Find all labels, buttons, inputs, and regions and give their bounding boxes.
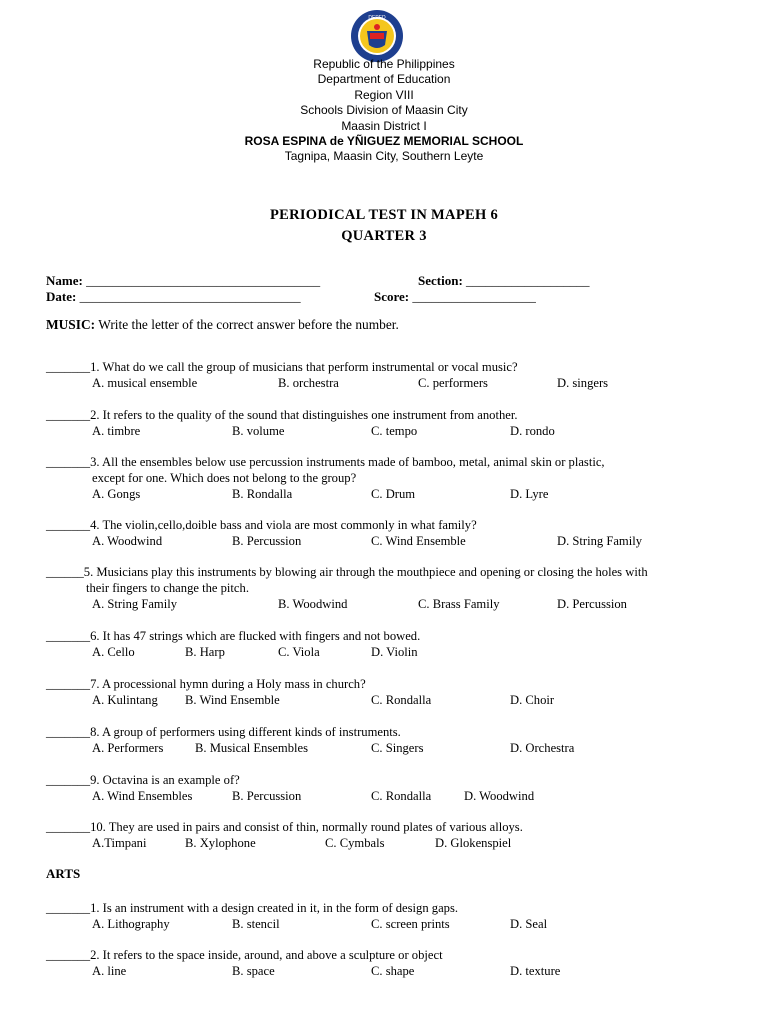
answer-blank[interactable]: _______ [46, 820, 91, 834]
choice-c: C. screen prints [371, 917, 450, 931]
question-stem-cont: their fingers to change the pitch. [86, 581, 249, 595]
section-line: ___________________ [466, 273, 590, 288]
answer-blank[interactable]: ______ [46, 565, 84, 579]
question-stem: 10. They are used in pairs and consist of thin, normally round plates of various alloys. [90, 820, 523, 834]
question-stem: 9. Octavina is an example of? [90, 773, 240, 787]
choice-d: D. texture [510, 964, 561, 978]
instruction-text: Write the letter of the correct answer before the number. [98, 317, 399, 332]
choice-d: D. Lyre [510, 487, 549, 501]
school-address: Tagnipa, Maasin City, Southern Leyte [284, 149, 484, 164]
question-item [46, 772, 736, 804]
choice-d: D. Orchestra [510, 741, 575, 755]
answer-blank[interactable]: _______ [46, 948, 91, 962]
choice-a: A. Performers [92, 741, 164, 755]
choice-d: D. singers [557, 376, 609, 390]
school-name: ROSA ESPINA de YÑIGUEZ MEMORIAL SCHOOL [244, 134, 524, 149]
answer-blank[interactable]: _______ [46, 455, 91, 469]
answer-blank[interactable]: _______ [46, 629, 91, 643]
choice-b: B. orchestra [278, 376, 339, 390]
choice-c: C. Wind Ensemble [371, 534, 466, 548]
question-item [46, 819, 736, 851]
answer-blank[interactable]: _______ [46, 773, 91, 787]
question-stem: 6. It has 47 strings which are flucked with fingers and not bowed. [90, 629, 421, 643]
header-line: Department of Education [317, 72, 451, 87]
choice-b: B. stencil [232, 917, 280, 931]
choice-d: D. Seal [510, 917, 548, 931]
question-item [46, 359, 736, 391]
score-line: ___________________ [412, 289, 536, 304]
answer-blank[interactable]: _______ [46, 677, 91, 691]
choice-a: A. Wind Ensembles [92, 789, 193, 803]
question-stem-cont: except for one. Which does not belong to the group? [92, 471, 357, 485]
choice-a: A. String Family [92, 597, 178, 611]
choice-c: C. tempo [371, 424, 418, 438]
question-stem: 7. A processional hymn during a Holy mass in church? [90, 677, 366, 691]
question-item [46, 517, 736, 549]
arts-heading: ARTS [46, 866, 81, 881]
choice-c: C. Rondalla [371, 789, 432, 803]
choice-b: B. space [232, 964, 275, 978]
score-field[interactable] [374, 289, 536, 305]
choice-d: D. Glokenspiel [435, 836, 512, 850]
answer-blank[interactable]: _______ [46, 408, 91, 422]
date-line: __________________________________ [79, 289, 301, 304]
question-stem: 8. A group of performers using different kinds of instruments. [90, 725, 401, 739]
header-line: Maasin District I [341, 118, 427, 133]
choice-a: A. timbre [92, 424, 141, 438]
choice-a: A. line [92, 964, 127, 978]
choice-c: C. Cymbals [325, 836, 385, 850]
question-item [46, 564, 726, 612]
score-label: Score: [374, 289, 410, 304]
header-line: Schools Division of Maasin City [300, 103, 468, 118]
music-label: MUSIC: [46, 317, 96, 332]
name-label: Name: [46, 273, 83, 288]
choice-d: D. Woodwind [464, 789, 535, 803]
choice-b: B. Musical Ensembles [195, 741, 308, 755]
music-instruction [46, 317, 399, 333]
choice-c: C. shape [371, 964, 415, 978]
question-stem: 3. All the ensembles below use percussion instruments made of bamboo, metal, animal skin or plastic, [90, 455, 605, 469]
question-item [46, 628, 736, 660]
choice-a: A. Gongs [92, 487, 141, 501]
choice-a: A. Cello [92, 645, 135, 659]
answer-blank[interactable]: _______ [46, 725, 91, 739]
svg-text:DEPED: DEPED [368, 15, 386, 21]
question-stem: 1. What do we call the group of musicians that perform instrumental or vocal music? [90, 360, 518, 374]
header-line: Republic of the Philippines [313, 57, 455, 71]
question-item [46, 947, 736, 979]
choice-b: B. Wind Ensemble [185, 693, 280, 707]
question-stem: 2. It refers to the quality of the sound that distinguishes one instrument from another. [90, 408, 518, 422]
choice-c: C. Drum [371, 487, 416, 501]
choice-a: A.Timpani [92, 836, 147, 850]
choice-c: C. Rondalla [371, 693, 432, 707]
question-item [46, 676, 736, 708]
choice-d: D. rondo [510, 424, 555, 438]
question-item [46, 724, 736, 756]
question-stem: 2. It refers to the space inside, around, and above a sculpture or object [90, 948, 443, 962]
choice-d: D. String Family [557, 534, 643, 548]
choice-a: A. Woodwind [92, 534, 163, 548]
section-label: Section: [418, 273, 463, 288]
school-header [0, 57, 768, 165]
choice-c: C. Singers [371, 741, 424, 755]
choice-b: B. Rondalla [232, 487, 293, 501]
question-item [46, 407, 736, 439]
choice-a: A. musical ensemble [92, 376, 198, 390]
question-item [46, 454, 736, 502]
choice-a: A. Kulintang [92, 693, 158, 707]
choice-b: B. volume [232, 424, 285, 438]
answer-blank[interactable]: _______ [46, 360, 91, 374]
choice-b: B. Percussion [232, 789, 302, 803]
choice-b: B. Harp [185, 645, 225, 659]
choice-c: C. Viola [278, 645, 320, 659]
header-line: Region VIII [354, 87, 414, 102]
test-quarter: QUARTER 3 [341, 228, 427, 244]
name-line: ____________________________________ [86, 273, 321, 288]
question-stem: 4. The violin,cello,doible bass and viola are most commonly in what family? [90, 518, 477, 532]
deped-seal-logo [350, 9, 404, 63]
date-field[interactable] [46, 289, 301, 305]
choice-c: C. Brass Family [418, 597, 500, 611]
answer-blank[interactable]: _______ [46, 901, 91, 915]
choice-b: B. Percussion [232, 534, 302, 548]
test-title: PERIODICAL TEST IN MAPEH 6 [269, 207, 499, 223]
name-field[interactable] [46, 273, 320, 289]
answer-blank[interactable]: _______ [46, 518, 91, 532]
choice-d: D. Percussion [557, 597, 627, 611]
question-item [46, 900, 736, 932]
question-stem: 1. Is an instrument with a design created in it, in the form of design gaps. [90, 901, 459, 915]
choice-b: B. Woodwind [278, 597, 348, 611]
choice-d: D. Violin [371, 645, 418, 659]
choice-a: A. Lithography [92, 917, 170, 931]
question-stem: 5. Musicians play this instruments by blowing air through the mouthpiece and opening or closing the holes with [83, 565, 648, 579]
choice-b: B. Xylophone [185, 836, 256, 850]
section-field[interactable] [418, 273, 590, 289]
choice-d: D. Choir [510, 693, 555, 707]
date-label: Date: [46, 289, 77, 304]
choice-c: C. performers [418, 376, 488, 390]
